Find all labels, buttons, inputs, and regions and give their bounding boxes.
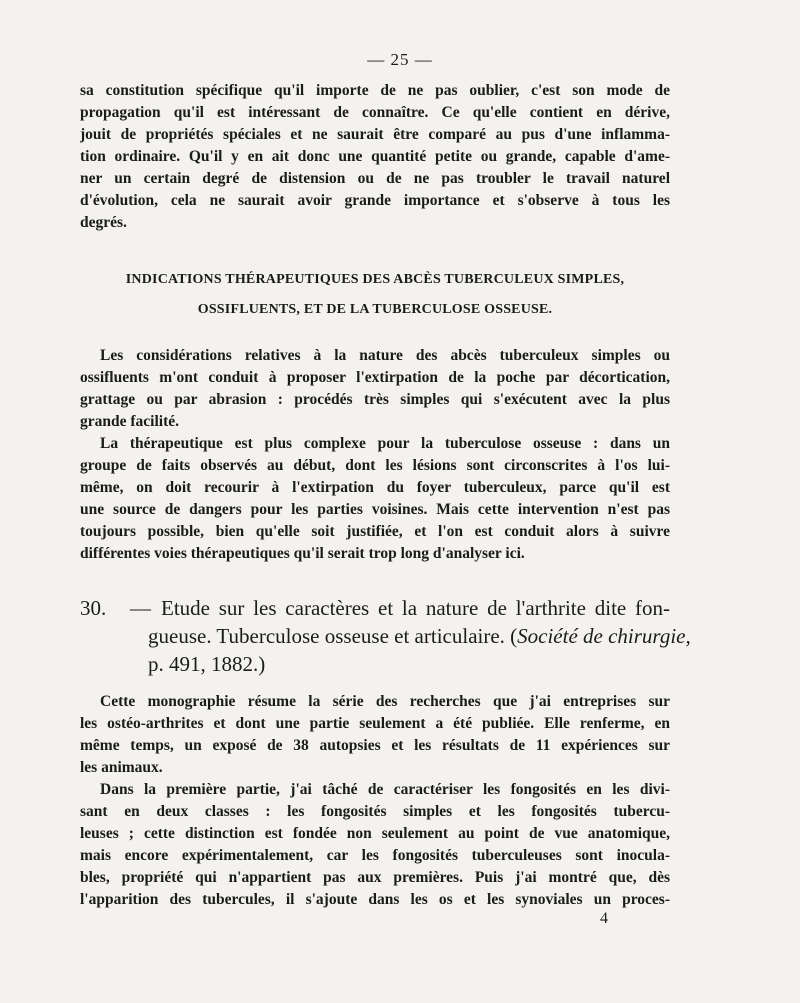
section-30-title — [80, 594, 691, 678]
section-title-line: p. 491, 1882.) — [148, 652, 266, 676]
text-line: les ostéo-arthrites et dont une partie seulement a été publiée. Elle renferme, en — [80, 715, 670, 732]
section-title-line: gueuse. Tuberculose osseuse et articulaire. ( — [148, 624, 518, 648]
indications-paragraph-2 — [80, 433, 670, 565]
text-line: une source de dangers pour les parties voisines. Mais cette intervention n'est pas — [80, 501, 670, 518]
text-line: mais encore expérimentalement, car les fongosités tuberculeuses sont inocula- — [80, 847, 670, 864]
text-line: les animaux. — [80, 759, 163, 776]
text-line: Dans la première partie, j'ai tâché de caractériser les fongosités en les divi- — [100, 781, 670, 798]
text-line: Les considérations relatives à la nature des abcès tuberculeux simples ou — [100, 347, 670, 364]
indications-paragraph-1 — [80, 345, 670, 433]
section-heading — [80, 270, 670, 320]
text-line: ner un certain degré de distension ou de ne pas troubler le travail naturel — [80, 170, 670, 187]
text-line: ossifluents m'ont conduit à proposer l'extirpation de la poche par décortication, — [80, 369, 670, 386]
text-line: La thérapeutique est plus complexe pour la tuberculose osseuse : dans un — [100, 435, 670, 452]
text-line: différentes voies thérapeutiques qu'il serait trop long d'analyser ici. — [80, 545, 525, 562]
text-line: grande facilité. — [80, 413, 180, 430]
text-line: même, on doit recourir à l'extirpation du foyer tuberculeux, parce qu'il est — [80, 479, 670, 496]
page-number: — 25 — — [367, 50, 433, 69]
monograph-paragraph-2 — [80, 779, 670, 911]
text-line: propagation qu'il est intéressant de connaître. Ce qu'elle contient en dérive, — [80, 104, 670, 121]
signature-mark: 4 — [600, 910, 608, 927]
heading-line: INDICATIONS THÉRAPEUTIQUES DES ABCÈS TUBERCULEUX SIMPLES, — [125, 272, 625, 287]
section-title-line: Etude sur les caractères et la nature de l'arthrite dite fon- — [161, 596, 670, 620]
section-title-journal: Société de chirurgie, — [517, 624, 691, 648]
text-line: même temps, un exposé de 38 autopsies et les résultats de 11 expériences sur — [80, 737, 670, 754]
section-number: 30. — [80, 596, 107, 620]
section-dash: — — [130, 596, 151, 620]
text-line: bles, propriété qui n'appartient pas aux premières. Puis j'ai montré que, dès — [80, 869, 670, 886]
text-line: jouit de propriétés spéciales et ne saurait être comparé au pus d'une inflamma- — [80, 126, 670, 143]
text-line: d'évolution, cela ne saurait avoir grande importance et s'observe à tous les — [80, 192, 670, 209]
text-line: toujours possible, bien qu'elle soit justifiée, et l'on est conduit alors à suivre — [80, 523, 670, 540]
top-paragraph — [80, 80, 670, 234]
text-line: Cette monographie résume la série des recherches que j'ai entreprises sur — [100, 693, 670, 710]
text-line: leuses ; cette distinction est fondée non seulement au point de vue anatomique, — [80, 825, 670, 842]
text-line: degrés. — [80, 214, 127, 231]
text-line: l'apparition des tubercules, il s'ajoute dans les os et les synoviales un proces- — [80, 891, 670, 908]
text-line: tion ordinaire. Qu'il y en ait donc une quantité petite ou grande, capable d'ame- — [80, 148, 670, 165]
text-line: groupe de faits observés au début, dont les lésions sont circonscrites à l'os lui- — [80, 457, 670, 474]
text-line: sa constitution spécifique qu'il importe de ne pas oublier, c'est son mode de — [80, 82, 670, 99]
heading-line: OSSIFLUENTS, ET DE LA TUBERCULOSE OSSEUSE. — [197, 302, 553, 317]
monograph-paragraph-1 — [80, 691, 670, 779]
text-line: grattage ou par abrasion : procédés très simples qui s'exécutent avec la plus — [80, 391, 670, 408]
text-line: sant en deux classes : les fongosités simples et les fongosités tubercu- — [80, 803, 670, 820]
